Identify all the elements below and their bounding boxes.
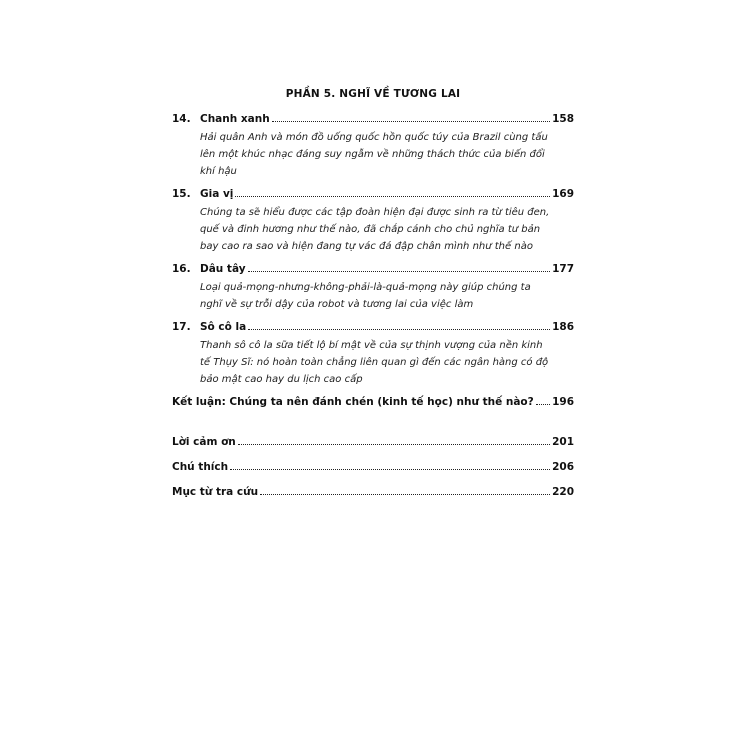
backmatter-title: Lời cảm ơn <box>172 436 236 448</box>
toc-entry-chapter-16 <box>172 261 574 313</box>
page-number: 201 <box>552 436 574 448</box>
table-of-contents <box>172 88 574 509</box>
toc-entry-acknowledgements <box>172 434 574 450</box>
chapter-title: Chanh xanh <box>200 113 270 125</box>
chapter-title: Dâu tây <box>200 263 246 275</box>
toc-entry-conclusion <box>172 394 574 410</box>
conclusion-title: Kết luận: Chúng ta nên đánh chén (kinh tế học) như thế nào? <box>172 396 534 408</box>
toc-entry-chapter-15 <box>172 186 574 255</box>
toc-row <box>172 186 574 202</box>
dot-leader <box>238 443 550 445</box>
dot-leader <box>248 328 550 330</box>
dot-leader <box>536 403 550 405</box>
toc-entry-chapter-14 <box>172 111 574 180</box>
chapter-description: Loại quả-mọng-nhưng-không-phải-là-quả-mọng này giúp chúng ta nghĩ về sự trỗi dậy của robot và tương lai của việc làm <box>200 282 531 310</box>
page-number: 196 <box>552 396 574 408</box>
backmatter-title: Mục từ tra cứu <box>172 486 259 498</box>
toc-row <box>172 111 574 127</box>
page-number: 206 <box>552 461 574 473</box>
dot-leader <box>248 270 551 272</box>
dot-leader <box>260 493 550 495</box>
backmatter-list <box>172 434 574 500</box>
chapter-number: 14. <box>172 113 191 125</box>
page-number: 169 <box>552 188 574 200</box>
chapter-number: 17. <box>172 321 191 333</box>
toc-entry-notes <box>172 459 574 475</box>
dot-leader <box>272 120 550 122</box>
chapter-number: 15. <box>172 188 191 200</box>
part-title: PHẦN 5. NGHĨ VỀ TƯƠNG LAI <box>285 88 461 100</box>
toc-row <box>172 319 574 335</box>
toc-entry-index <box>172 484 574 500</box>
backmatter-title: Chú thích <box>172 461 229 473</box>
dot-leader <box>235 195 550 197</box>
page-number: 186 <box>552 321 574 333</box>
chapter-description: Thanh sô cô la sữa tiết lộ bí mật về của sự thịnh vượng của nền kinh tế Thụy Sĩ: nó hoàn toàn chẳng liên quan gì đến các ngân hàng có độ bảo mật cao hay du lịch cao cấp <box>200 340 549 385</box>
chapter-title: Sô cô la <box>200 321 247 333</box>
dot-leader <box>230 468 550 470</box>
chapter-number: 16. <box>172 263 191 275</box>
page-number: 220 <box>552 486 574 498</box>
page-number: 177 <box>552 263 574 275</box>
chapter-title: Gia vị <box>200 188 234 200</box>
chapter-description: Hải quân Anh và món đồ uống quốc hồn quốc túy của Brazil cùng tấu lên một khúc nhạc đáng suy ngẫm về những thách thức của biến đổi khí hậu <box>200 132 548 177</box>
chapter-description: Chúng ta sẽ hiểu được các tập đoàn hiện đại được sinh ra từ tiêu đen, quế và đinh hương như thế nào, đã chắp cánh cho chủ nghĩa tư bản bay cao ra sao và hiện đang tự vác đá đập chân mình như thế nào <box>200 207 550 252</box>
page-number: 158 <box>552 113 574 125</box>
toc-row <box>172 261 574 277</box>
toc-entry-chapter-17 <box>172 319 574 388</box>
